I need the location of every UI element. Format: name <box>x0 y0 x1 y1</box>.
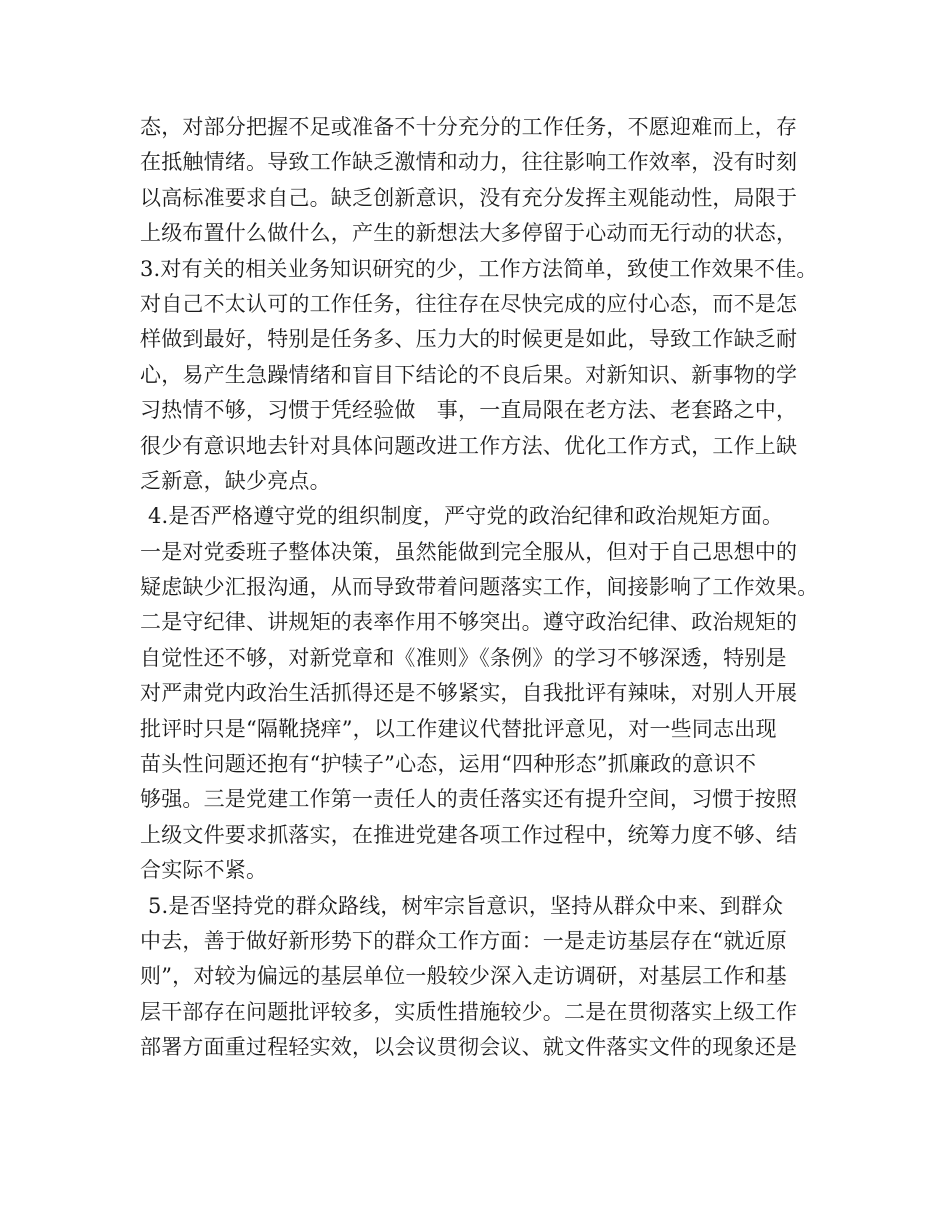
text-line: 上级文件要求抓落实，在推进党建各项工作过程中，统筹力度不够、结 <box>140 822 798 847</box>
text-line: 疑虑缺少汇报沟通，从而导致带着问题落实工作，间接影响了工作效果。 <box>140 575 819 600</box>
text-line: 一是对党委班子整体决策，虽然能做到完全服从，但对于自己思想中的 <box>140 539 798 564</box>
text-line: 上级布置什么做什么，产生的新想法大多停留于心动而无行动的状态， <box>140 221 798 246</box>
text-line: 乏新意，缺少亮点。 <box>140 468 331 493</box>
text-line: 很少有意识地去针对具体问题改进工作方法、优化工作方式，工作上缺 <box>140 433 798 458</box>
text-line: 心，易产生急躁情绪和盲目下结论的不良后果。对新知识、新事物的学 <box>140 362 798 387</box>
text-line: 批评时只是“隔靴挠痒”，以工作建议代替批评意见，对一些同志出现 <box>140 716 777 741</box>
text-line: 层干部存在问题批评较多，实质性措施较少。二是在贯彻落实上级工作 <box>140 999 798 1024</box>
text-line: 二是守纪律、讲规矩的表率作用不够突出。遵守政治纪律、政治规矩的 <box>140 610 798 635</box>
text-line: 样做到最好，特别是任务多、压力大的时候更是如此，导致工作缺乏耐 <box>140 327 798 352</box>
body-text <box>140 110 840 1066</box>
text-line: 习热情不够，习惯于凭经验做 事，一直局限在老方法、老套路之中， <box>140 398 798 423</box>
text-line: 对自己不太认可的工作任务，往往存在尽快完成的应付心态，而不是怎 <box>140 291 798 316</box>
text-line: 则”，对较为偏远的基层单位一般较少深入走访调研，对基层工作和基 <box>140 964 787 989</box>
text-line: 以高标准要求自己。缺乏创新意识，没有充分发挥主观能动性，局限于 <box>140 185 798 210</box>
text-line: 5.是否坚持党的群众路线，树牢宗旨意识，坚持从群众中来、到群众 <box>148 893 784 918</box>
text-line: 4.是否严格遵守党的组织制度，严守党的政治纪律和政治规矩方面。 <box>148 504 784 529</box>
text-line: 自觉性还不够，对新党章和《准则》《条例》的学习不够深透，特别是 <box>140 645 787 670</box>
text-line: 合实际不紧。 <box>140 858 268 883</box>
text-line: 中去，善于做好新形势下的群众工作方面：一是走访基层存在“就近原 <box>140 928 787 953</box>
text-line: 部署方面重过程轻实效，以会议贯彻会议、就文件落实文件的现象还是 <box>140 1035 798 1060</box>
text-line: 苗头性问题还抱有“护犊子”心态，运用“四种形态”抓廉政的意识不 <box>140 752 757 777</box>
text-line: 够强。三是党建工作第一责任人的责任落实还有提升空间，习惯于按照 <box>140 787 798 812</box>
text-line: 态，对部分把握不足或准备不十分充分的工作任务，不愿迎难而上，存 <box>140 115 798 139</box>
text-line: 在抵触情绪。导致工作缺乏激情和动力，往往影响工作效率，没有时刻 <box>140 150 798 175</box>
text-line: 3.对有关的相关业务知识研究的少，工作方法简单，致使工作效果不佳。 <box>140 256 818 281</box>
text-line: 对严肃党内政治生活抓得还是不够紧实，自我批评有辣味，对别人开展 <box>140 681 798 706</box>
